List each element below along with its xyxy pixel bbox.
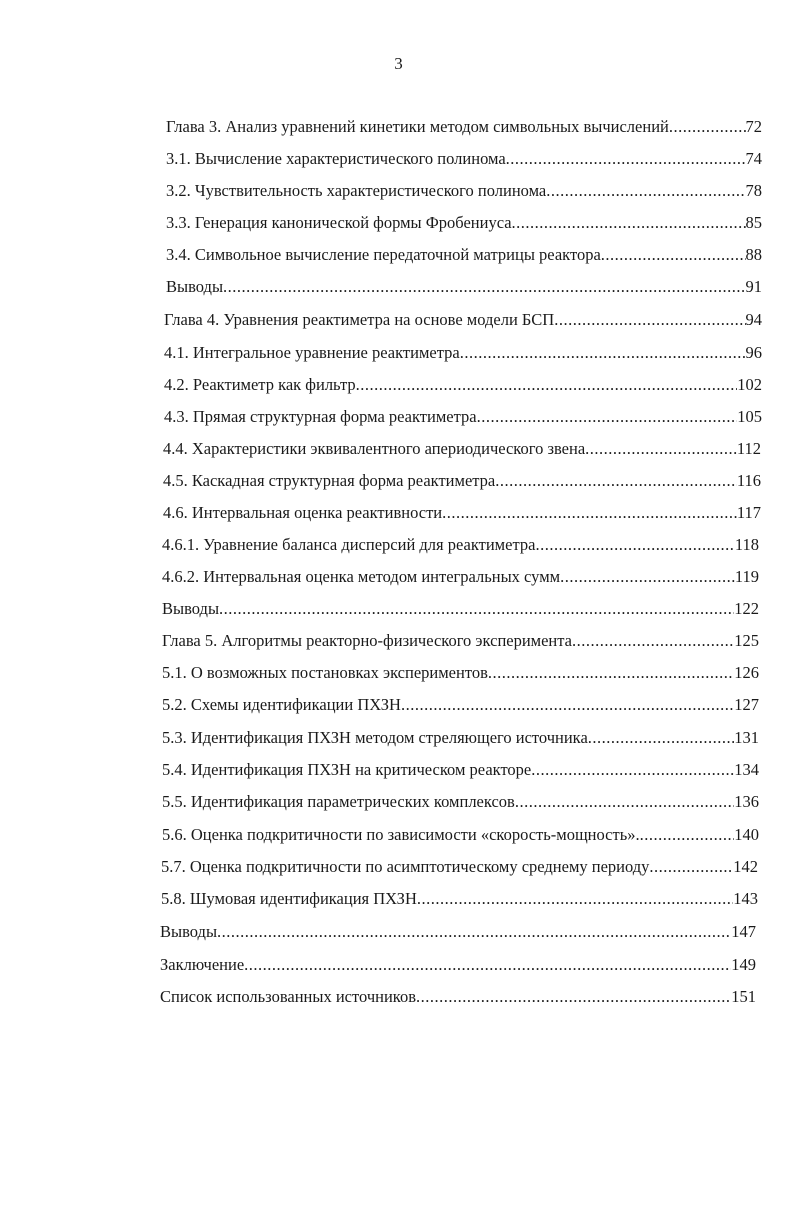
toc-dot-leader: [223, 275, 745, 299]
toc-entry-title: 3.4. Символьное вычисление передаточной матрицы реактора: [166, 245, 601, 264]
toc-entry[interactable]: [162, 758, 759, 782]
toc-entry-page: 91: [745, 277, 762, 296]
toc-dot-leader: [585, 437, 737, 461]
toc-entry-title: Выводы: [160, 922, 218, 941]
toc-entry[interactable]: [160, 953, 756, 977]
toc-entry-title: 4.5. Каскадная структурная форма реактиметра: [163, 471, 496, 490]
toc-entry-title: 5.2. Схемы идентификации ПХЗН: [162, 695, 401, 714]
toc-dot-leader: [554, 308, 745, 332]
toc-entry[interactable]: [162, 565, 759, 589]
toc-dot-leader: [572, 629, 734, 653]
toc-entry-page: 140: [734, 825, 759, 844]
toc-entry-title: 4.6.2. Интервальная оценка методом интегральных сумм: [162, 567, 561, 586]
toc-entry-title: Выводы: [166, 277, 224, 296]
toc-entry[interactable]: [162, 790, 759, 814]
toc-entry-title: 4.6. Интервальная оценка реактивности: [163, 503, 443, 522]
toc-entry-title: 5.5. Идентификация параметрических комплексов: [162, 792, 515, 811]
toc-entry[interactable]: [160, 985, 756, 1009]
toc-entry-page: 74: [745, 149, 762, 168]
toc-dot-leader: [640, 823, 735, 847]
toc-entry-page: 127: [734, 695, 759, 714]
toc-entry-title: 5.7. Оценка подкритичности по асимптотическому среднему периоду: [161, 857, 650, 876]
toc-dot-leader: [244, 953, 731, 977]
toc-entry-title: Глава 5. Алгоритмы реакторно-физического эксперимента: [162, 631, 573, 650]
toc-entry-page: 147: [731, 922, 756, 941]
toc-entry[interactable]: [162, 661, 759, 685]
toc-dot-leader: [416, 985, 731, 1009]
toc-entry-title: 3.3. Генерация канонической формы Фробениуса: [166, 213, 512, 232]
toc-entry[interactable]: [166, 179, 762, 203]
toc-entry[interactable]: [166, 115, 762, 139]
toc-entry[interactable]: [166, 275, 762, 299]
toc-entry[interactable]: [162, 693, 759, 717]
toc-entry-title: 5.6. Оценка подкритичности по зависимости «скорость-мощность».: [162, 825, 640, 844]
toc-entry-page: 151: [731, 987, 756, 1006]
toc-entry-title: Выводы: [162, 599, 220, 618]
toc-entry-page: 94: [745, 310, 762, 329]
toc-entry-title: 3.2. Чувствительность характеристического полинома: [166, 181, 547, 200]
toc-entry[interactable]: [166, 147, 762, 171]
toc-entry-page: 117: [736, 503, 761, 522]
toc-entry-title: 5.8. Шумовая идентификация ПХЗН: [161, 889, 417, 908]
toc-dot-leader: [588, 726, 734, 750]
toc-entry[interactable]: [162, 726, 759, 750]
toc-entry-page: 126: [734, 663, 759, 682]
toc-entry-title: Заключение: [160, 955, 245, 974]
toc-entry[interactable]: [163, 469, 761, 493]
toc-entry-page: 72: [745, 117, 762, 136]
toc-dot-leader: [217, 920, 731, 944]
toc-entry-title: 4.6.1. Уравнение баланса дисперсий для реактиметра: [162, 535, 536, 554]
toc-entry-page: 131: [734, 728, 759, 747]
toc-dot-leader: [601, 243, 746, 267]
toc-dot-leader: [512, 211, 746, 235]
toc-entry-title: Глава 4. Уравнения реактиметра на основе модели БСП: [164, 310, 555, 329]
toc-entry[interactable]: [164, 341, 762, 365]
page-number: 3: [394, 54, 403, 73]
toc-dot-leader: [460, 341, 746, 365]
toc-entry[interactable]: [160, 920, 756, 944]
toc-entry-title: 4.1. Интегральное уравнение реактиметра: [164, 343, 460, 362]
toc-entry-title: 5.4. Идентификация ПХЗН на критическом реакторе: [162, 760, 532, 779]
toc-dot-leader: [401, 693, 734, 717]
toc-entry-page: 118: [734, 535, 759, 554]
toc-entry[interactable]: [161, 855, 758, 879]
toc-dot-leader: [495, 469, 737, 493]
toc-entry[interactable]: [162, 533, 759, 557]
toc-entry[interactable]: [164, 373, 762, 397]
toc-entry-title: Список использованных источников: [160, 987, 416, 1006]
toc-dot-leader: [417, 887, 733, 911]
toc-entry-title: 5.1. О возможных постановках экспериментов: [162, 663, 488, 682]
toc-entry[interactable]: [162, 629, 759, 653]
toc-entry-page: 119: [734, 567, 759, 586]
toc-entry-title: 4.3. Прямая структурная форма реактиметра: [164, 407, 477, 426]
toc-dot-leader: [535, 533, 734, 557]
toc-dot-leader: [488, 661, 734, 685]
toc-entry[interactable]: [162, 823, 759, 847]
toc-entry-page: 102: [737, 375, 762, 394]
toc-entry[interactable]: [163, 437, 761, 461]
toc-dot-leader: [669, 115, 746, 139]
toc-dot-leader: [477, 405, 738, 429]
toc-entry[interactable]: [164, 405, 762, 429]
toc-entry-page: 142: [733, 857, 758, 876]
toc-entry-page: 125: [734, 631, 759, 650]
toc-entry-title: 4.4. Характеристики эквивалентного апериодического звена: [163, 439, 586, 458]
toc-dot-leader: [546, 179, 745, 203]
toc-entry-page: 149: [731, 955, 756, 974]
toc-dot-leader: [531, 758, 734, 782]
toc-entry-page: 112: [736, 439, 761, 458]
toc-entry[interactable]: [163, 501, 761, 525]
toc-entry-page: 116: [736, 471, 761, 490]
toc-dot-leader: [356, 373, 738, 397]
toc-entry-page: 105: [737, 407, 762, 426]
toc-entry-title: 5.3. Идентификация ПХЗН методом стреляющего источника: [162, 728, 588, 747]
toc-entry[interactable]: [166, 243, 762, 267]
toc-dot-leader: [442, 501, 737, 525]
toc-entry-page: 122: [734, 599, 759, 618]
toc-entry-page: 85: [745, 213, 762, 232]
toc-entry-page: 96: [745, 343, 762, 362]
toc-entry-page: 134: [734, 760, 759, 779]
toc-entry-title: 3.1. Вычисление характеристического полинома: [166, 149, 506, 168]
toc-entry[interactable]: [162, 597, 759, 621]
toc-entry-title: 4.2. Реактиметр как фильтр: [164, 375, 356, 394]
toc-entry-title: Глава 3. Анализ уравнений кинетики методом символьных вычислений: [166, 117, 669, 136]
toc-entry[interactable]: [164, 308, 762, 332]
toc-dot-leader: [219, 597, 734, 621]
toc-dot-leader: [560, 565, 735, 589]
toc-dot-leader: [506, 147, 746, 171]
toc-entry[interactable]: [166, 211, 762, 235]
toc-entry-page: 143: [733, 889, 758, 908]
toc-entry-page: 88: [745, 245, 762, 264]
toc-entry-page: 78: [745, 181, 762, 200]
toc-dot-leader: [515, 790, 734, 814]
toc-entry-page: 136: [734, 792, 759, 811]
toc-entry[interactable]: [161, 887, 758, 911]
toc-dot-leader: [649, 855, 733, 879]
